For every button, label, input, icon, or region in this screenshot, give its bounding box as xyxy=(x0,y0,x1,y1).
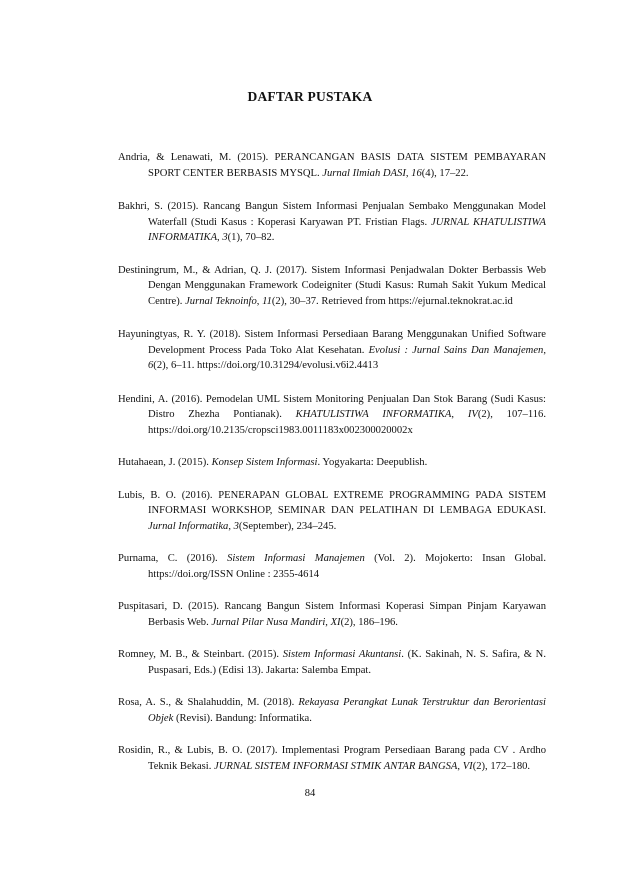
page-title: DAFTAR PUSTAKA xyxy=(247,89,373,104)
reference-list xyxy=(118,150,546,774)
reference-entry: Rosa, A. S., & Shalahuddin, M. (2018). Rekayasa Perangkat Lunak Terstruktur dan Berorientasi Objek (Revisi). Bandung: Informatika. xyxy=(118,697,546,724)
page-number: 84 xyxy=(304,788,316,799)
reference-entry: Purnama, C. (2016). Sistem Informasi Manajemen (Vol. 2). Mojokerto: Insan Global. https://doi.org/ISSN Online : 2355-4614 xyxy=(118,553,547,580)
reference-entry: Puspitasari, D. (2015). Rancang Bangun Sistem Informasi Koperasi Simpan Pinjam Karyawan Berbasis Web. Jurnal Pilar Nusa Mandiri, XI(2), 186–196. xyxy=(118,601,546,628)
reference-entry: Rosidin, R., & Lubis, B. O. (2017). Implementasi Program Persediaan Barang pada CV . Ardho Teknik Bekasi. JURNAL SISTEM INFORMASI STMIK ANTAR BANGSA, VI(2), 172–180. xyxy=(118,745,546,772)
reference-entry: Bakhri, S. (2015). Rancang Bangun Sistem Informasi Penjualan Sembako Menggunakan Model Waterfall (Studi Kasus : Koperasi Karyawan PT. Fristian Flags. JURNAL KHATULISTIWA INFORMATIKA, 3(1), 70–82. xyxy=(118,201,546,243)
reference-entry: Hendini, A. (2016). Pemodelan UML Sistem Monitoring Penjualan Dan Stok Barang (Sudi Kasus: Distro Zhezha Pontianak). KHATULISTIWA INFORMATIKA, IV(2), 107–116. https://doi.org/10.2135/cropsci1983.0011183x002300020002x xyxy=(118,393,546,436)
reference-entry: Andria, & Lenawati, M. (2015). PERANCANGAN BASIS DATA SISTEM PEMBAYARAN SPORT CENTER BERBASIS MYSQL. Jurnal Ilmiah DASI, 16(4), 17–22. xyxy=(118,152,546,179)
reference-entry: Hutahaean, J. (2015). Konsep Sistem Informasi. Yogyakarta: Deepublish. xyxy=(118,457,428,468)
reference-entry: Lubis, B. O. (2016). PENERAPAN GLOBAL EXTREME PROGRAMMING PADA SISTEM INFORMASI WORKSHOP, SEMINAR DAN PELATIHAN DI LEMBAGA EDUKASI. Jurnal Informatika, 3(September), 234–245. xyxy=(118,489,546,532)
reference-entry: Romney, M. B., & Steinbart. (2015). Sistem Informasi Akuntansi. (K. Sakinah, N. S. Safira, & N. Puspasari, Eds.) (Edisi 13). Jakarta: Salemba Empat. xyxy=(118,649,546,676)
reference-entry: Hayuningtyas, R. Y. (2018). Sistem Informasi Persediaan Barang Menggunakan Unified Software Development Process Pada Toko Alat Kesehatan. Evolusi : Jurnal Sains Dan Manajemen, 6(2), 6–11. https://doi.org/10.31294/evolusi.v6i2.4413 xyxy=(118,329,546,371)
reference-entry: Destiningrum, M., & Adrian, Q. J. (2017). Sistem Informasi Penjadwalan Dokter Berbassis Web Dengan Menggunakan Framework Codeigniter (Studi Kasus: Rumah Sakit Yukum Medical Centre). Jurnal Teknoinfo, 11(2), 30–37. Retrieved from https://ejurnal.teknokrat.ac.id xyxy=(118,264,546,307)
